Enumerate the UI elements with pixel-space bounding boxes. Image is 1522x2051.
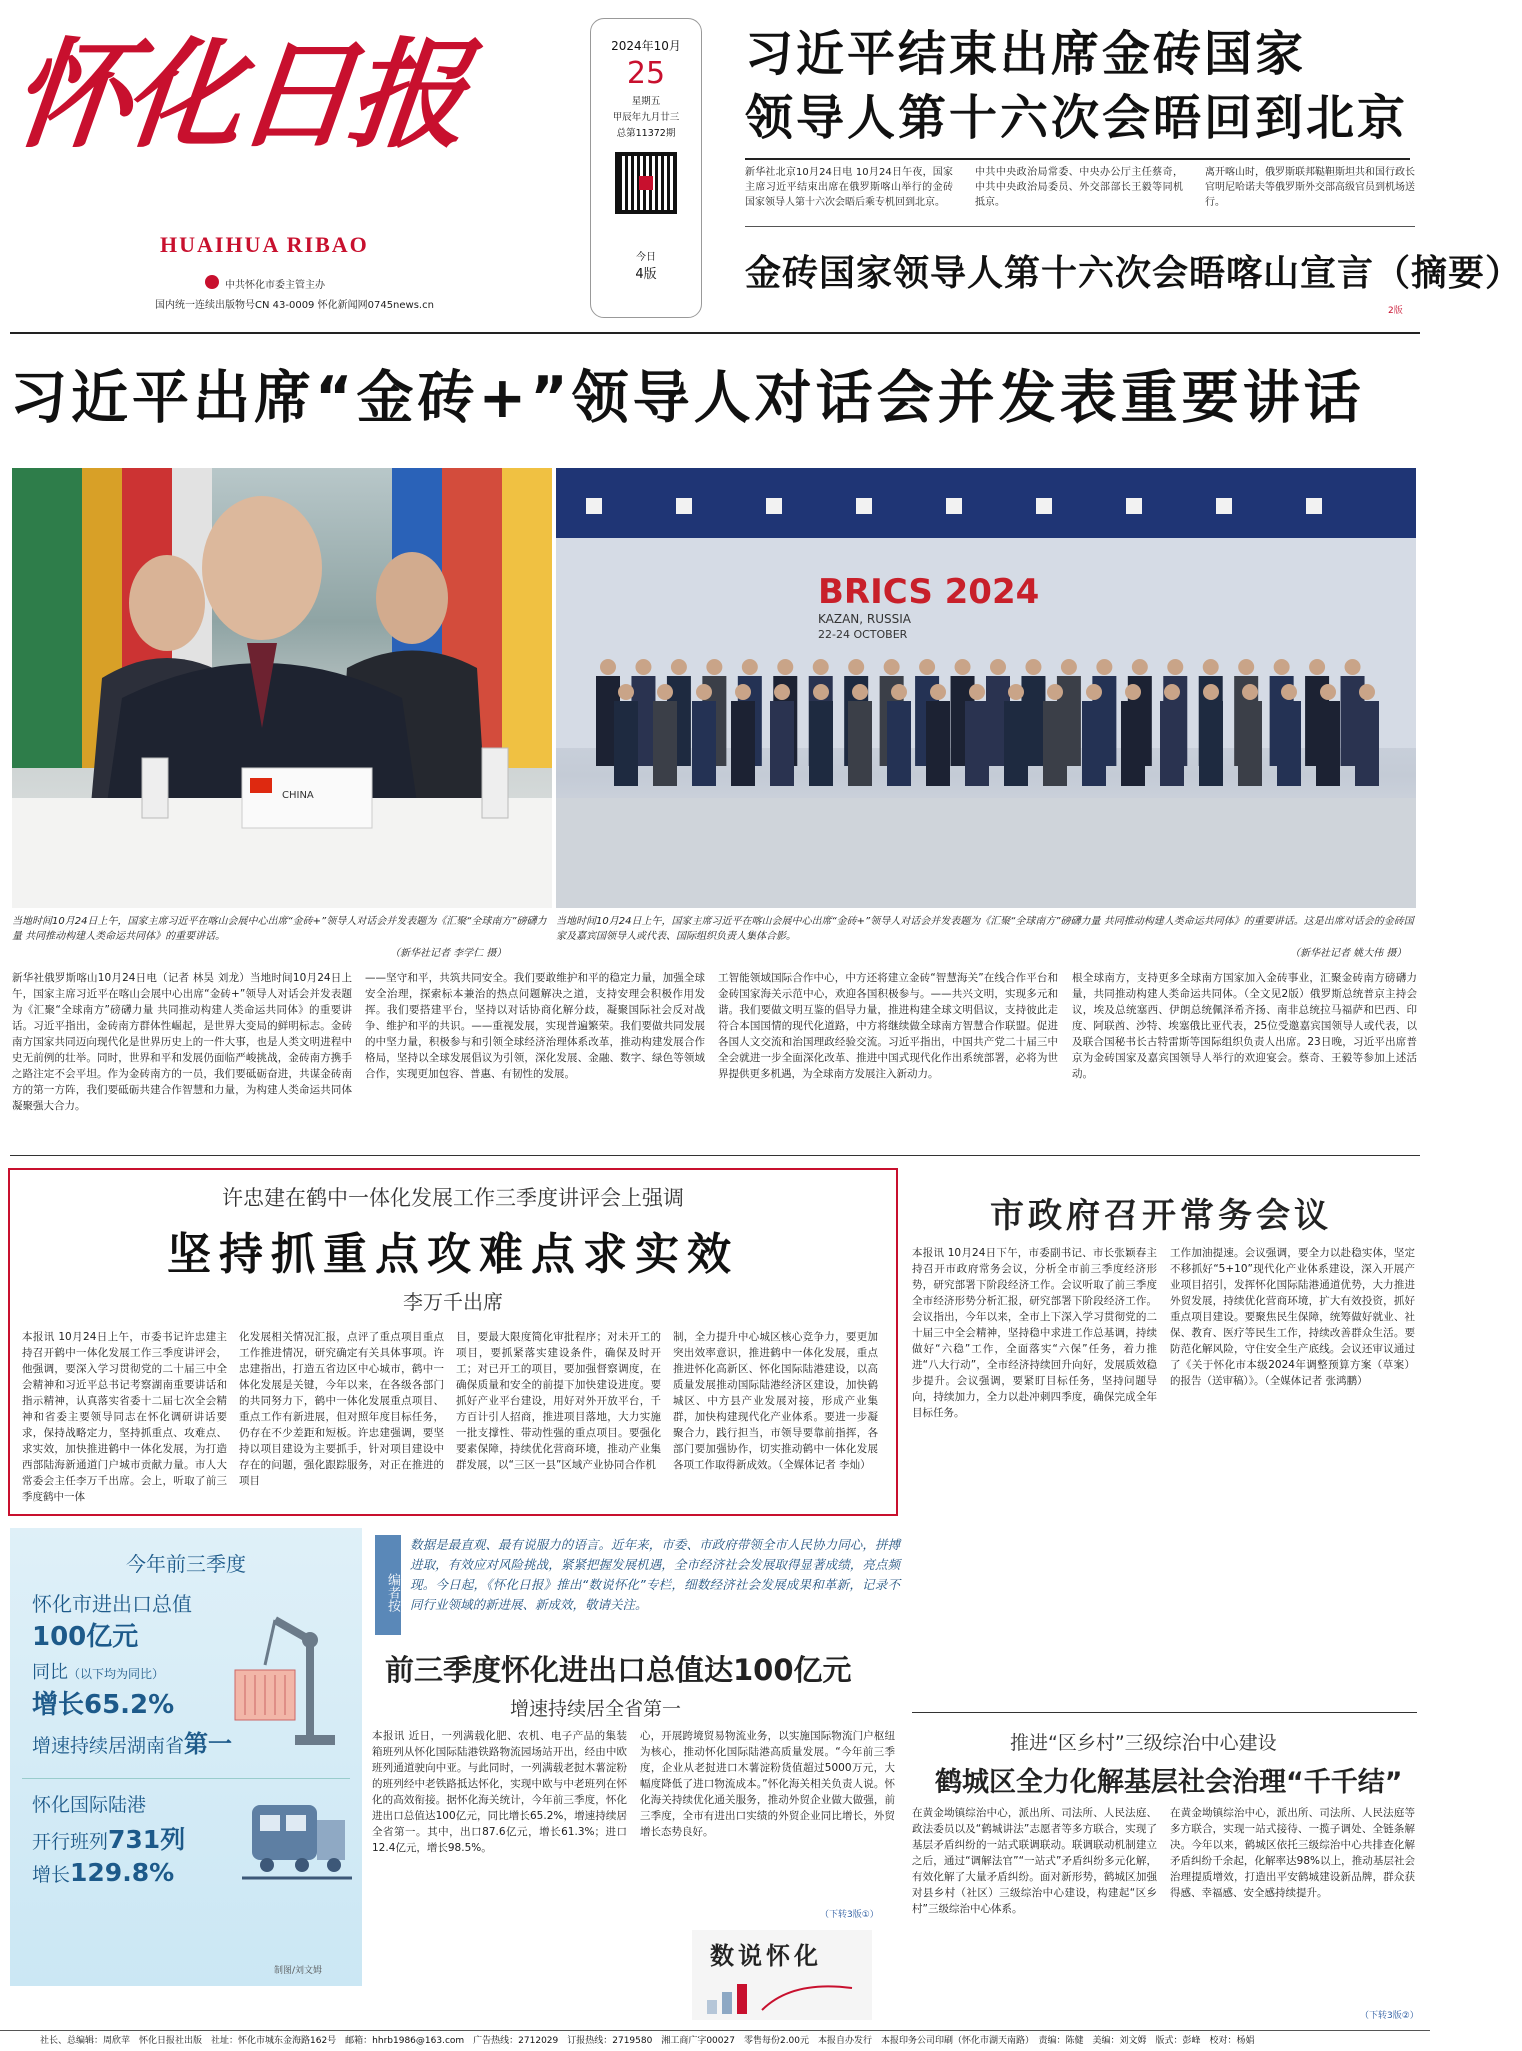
gov-meeting-col1: 本报讯 10月24日下午，市委副书记、市长张颖春主持召开市政府常务会议，分析全市前三季度经济形势，研究部署下阶段经济工作。会议听取了前三季度全市经济形势分析汇报，研究部署下阶段经济工作。会议指出，今年以来，全市上下深入学习贯彻党的二十届三中全会精神，坚持稳中求进工作总基调，持续做好“六稳”工作，全面落实“六保”任务，着力推进“八大行动”，全市经济持续回升向好，发展质效稳步提升。会议强调，要紧盯目标任务，坚持问题导向，持续加力，全力以赴冲刺四季度，确保完成全年目标任务。 [912,1247,1157,1419]
gov-meeting-col2: 工作加油提速。会议强调，要全力以赴稳实体，坚定不移抓好“5+10”现代化产业体系建设，深入开展产业项目招引，发挥怀化国际陆港通道优势，大力推进外贸发展，持续优化营商环境，扩大有效投资，抓好重点项目建设。要聚焦民生保障，统筹做好就业、社保、教育、医疗等民生工作，持续改善群众生活。要防范化解风险，守住安全生产底线。会议还审议通过了《关于怀化市本级2024年调整预算方案（草案）的报告（送审稿）》。（全媒体记者 张鸿鹏） [1170,1247,1415,1387]
brics-banner-sub: KAZAN, RUSSIA [818,612,912,626]
photo1-illustration [12,468,552,908]
stats-line5: 开行班列 [32,1831,109,1853]
featured-col3: 目，要最大限度简化审批程序；对未开工的项目，要抓紧落实建设条件，确保及时开工；对已开工的项目，要加强督察调度，在确保质量和安全的前提下加快建设进度。要抓好产业平台建设，用好对外开放平台，千方百计引人招商，推进项目落地，大力实施一批支撑性、带动性强的重点项目。要强化要素保障，持续优化营商环境，推动产业集群发展，以“三区一县”区域产业协同合作机 [456,1331,661,1471]
divider [745,226,1415,227]
trade-col2: 心，开展跨境贸易物流业务，以实施国际物流门户枢纽为核心，推动怀化国际陆港高质量发展。“今年前三季度，企业从老挝进口木薯淀粉货值超过5000万元，大幅度降低了进口物流成本。”怀化海关相关负责人说。怀化海关持续优化通关服务，推动外贸企业做大做强，前三季度，全市有进出口实绩的外贸企业同比增长，外贸增长态势良好。 [640,1730,895,1838]
social-kicker: 推进“区乡村”三级综治中心建设 [1010,1732,1277,1754]
gov-meeting-headline: 市政府召开常务会议 [990,1196,1332,1236]
social-col2: 在黄金坳镇综治中心，派出所、司法所、人民法庭等多方联合，实现一站式接待、一揽子调处、全链条解决。今年以来，鹤城区依托三级综治中心共排查化解矛盾纠纷千余起，化解率达98%以上，推动基层社会治理提质增效，打造出平安鹤城建设新品牌，群众获得感、幸福感、安全感持续提升。 [1170,1807,1415,1899]
stats-infographic [10,1528,362,1986]
photo1-credit: （新华社记者 李学仁 摄） [390,948,507,959]
date-day: 25 [626,56,666,91]
trade-headline: 前三季度怀化进出口总值达100亿元 [385,1653,852,1687]
featured-headline: 坚持抓重点攻难点求实效 [167,1229,739,1280]
stats-title: 今年前三季度 [126,1552,246,1576]
qr-code-icon[interactable] [615,152,677,214]
masthead-pinyin: HUAIHUA RIBAO [160,232,369,257]
stats-line4: 怀化国际陆港 [32,1794,147,1816]
photo2-credit: （新华社记者 姚大伟 摄） [1290,948,1407,959]
brics-banner: BRICS 2024 [818,572,1040,612]
date-weekday: 星期五 [631,96,661,107]
photo1-caption [12,914,552,944]
photo-leader-speaking [12,468,552,908]
stats-value2: 增长65.2% [32,1690,175,1720]
top-headline-line2: 领导人第十六次会晤回到北京 [745,90,1409,146]
featured-col2: 化发展相关情况汇报，点评了重点项目重点工作推进情况，研究确定有关具体事项。许忠建指出，打造五省边区中心城市，鹤中一体化发展是关键，今年以来，在各级各部门的共同努力下，鹤中一体化发展重点项目、重点工作有新进展，但对照年度目标任务，仍存在不少差距和短板。许忠建强调，要坚持以项目建设为主要抓手，针对项目建设中存在的问题，强化跟踪服务，对正在推进的项目 [239,1331,444,1487]
data-column-title: 数说怀化 [710,1941,822,1970]
social-continue[interactable]: （下转3版②） [1360,2011,1419,2021]
brics-banner-dates: 22-24 OCTOBER [818,628,908,641]
main-story-col2: ——坚守和平，共筑共同安全。我们要敢维护和平的稳定力量，加强全球安全治理，探索标本兼治的热点问题解决之道，支持安理会积极作用发挥。我们要搭建平台，坚持以对话协商化解分歧，凝聚国际社会反对战争、维护和平的共识。——重视发展，实现普遍繁荣。我们要做共同发展的中坚力量，积极参与和引领全球经济治理体系改革，推动构建发展合作格局，坚持以全球发展倡议为引领，深化发展、金融、数字、绿色等领域合作，实现更加包容、普惠、有韧性的发展。 [365,972,705,1080]
date-year-month: 2024年10月 [611,39,681,53]
train-icon [242,1790,352,1900]
photo2-illustration [556,468,1416,908]
divider [10,332,1420,334]
top-story-col3: 离开喀山时，俄罗斯联邦鞑靼斯坦共和国行政长官明尼哈诺夫等俄罗斯外交部高级官员到机场送行。 [1205,167,1415,208]
editor-note-tag: 编者按 [375,1535,401,1635]
main-story-col1: 新华社俄罗斯喀山10月24日电（记者 林昊 刘龙）当地时间10月24日上午，国家主席习近平在喀山会展中心出席“金砖+”领导人对话会并发表题为《汇聚“全球南方”磅礴力量 共同推动构建人类命运共同体》的重要讲话。习近平指出，金砖南方群体性崛起，是世界大变局的鲜明标志。金砖南方国家共同迈向现代化是世界历史上的一件大事，也是人类文明进程中史无前例的壮举。同时，世界和平和发展仍面临严峻挑战，金砖南方携手之路注定不会平坦。作为金砖南方的一员，我们要砥砺奋进，共谋金砖南方的第一方阵，我们要砥砺共建合作智慧和力量，为构建人类命运共同体凝聚强大合力。 [12,972,352,1112]
stats-line2: 同比 [32,1662,68,1683]
crane-container-icon [215,1600,355,1750]
trade-continue[interactable]: （下转3版①） [820,1910,879,1920]
name-placard: CHINA [282,790,314,801]
photo2-caption [556,914,1416,944]
editor-note-text: 数据是最直观、最有说服力的语言。近年来，市委、市政府带领全市人民协力同心，拼搏进取，有效应对风险挑战，紧紧把握发展机遇，全市经济社会发展取得显著成绩，亮点频现。今日起，《怀化日报》推出“数说怀化”专栏，细数经济社会发展成果和革新，记录不同行业领域的新进展、新成效，敬请关注。 [410,1537,900,1612]
featured-story-box [8,1168,898,1516]
featured-col1: 本报讯 10月24日上午，市委书记许忠建主持召开鹤中一体化发展工作三季度讲评会，他强调，要深入学习贯彻党的二十届三中全会精神和习近平总书记考察湖南重要讲话和指示精神，认真落实省委十二届七次全会精神和省委主要领导同志在怀化调研讲话要求，保持战略定力，坚持抓重点、攻难点、求实效，加快推进鹤中一体化发展，为打造西部陆海新通道门户城市贡献力量。市人大常委会主任李万千出席。会上，听取了前三季度鹤中一体 [22,1331,227,1503]
party-emblem-icon [205,275,219,289]
trade-sub: 增速持续居全省第一 [510,1698,682,1720]
sponsor-line: 中共怀化市委主管主办 [225,280,325,291]
divider [10,1155,1420,1156]
top-story-col1: 新华社北京10月24日电 10月24日午夜，国家主席习近平结束出席在俄罗斯喀山举行的金砖国家领导人第十六次会晤后乘专机回到北京。 [745,167,953,208]
stats-value6: 129.8% [70,1858,175,1887]
issue-number: 总第11372期 [616,128,676,139]
footer-imprint: 社长、总编辑：周欣苹 怀化日报社出版 社址：怀化市城东金海路162号 邮箱：hhrb1986@163.com 广告热线：2712029 订报热线：2719580 湘工商广字00027 零售每份2.00元 本报自办发行 本报印务公司印刷（怀化市湖天南路） 责编：陈健 美编：刘文姆 版式：彭峰 校对：杨娟 [0,2030,1430,2051]
date-lunar: 甲辰年九月廿三 [612,112,680,123]
stats-line1: 怀化市进出口总值 [32,1592,192,1616]
divider [745,158,1410,160]
top-headline-line1: 习近平结束出席金砖国家 [745,26,1307,82]
divider [912,1712,1417,1713]
featured-col4: 制，全力提升中心城区核心竞争力，要更加突出效率意识，推进鹤中一体化发展，重点推进怀化高新区、怀化国际陆港建设，以高质量发展推动国际陆港经济区建设，加快鹤城区、中方县产业发展对接，形成产业集群，加快构建现代化产业体系。要进一步凝聚合力，践行担当，市领导要靠前指挥，各部门要加强协作，切实推动鹤中一体化发展各项工作取得新成效。（全媒体记者 李灿） [673,1331,878,1471]
main-headline: 习近平出席“金砖+”领导人对话会并发表重要讲话 [10,365,1365,431]
top-story-col2: 中共中央政治局常委、中央办公厅主任蔡奇，中共中央政治局委员、外交部部长王毅等同机抵京。 [975,167,1183,208]
trade-col1: 本报讯 近日，一列满载化肥、农机、电子产品的集装箱班列从怀化国际陆港铁路物流园场站开出，经由中欧班列通道驶向中亚。与此同时，一列满载老挝木薯淀粉的班列经中老铁路抵达怀化，实现中欧与中老班列在怀化的高效衔接。据怀化海关统计，今年前三季度，怀化进出口总值达100亿元，同比增长65.2%，增速持续居全省第一。其中，出口87.6亿元，增长61.3%；进口12.4亿元，增长98.5%。 [372,1730,627,1854]
social-col1: 在黄金坳镇综治中心，派出所、司法所、人民法庭、政法委员以及“鹤城讲法”志愿者等多方联合，实现了基层矛盾纠纷的一站式联调联动。联调联动机制建立之后，通过“调解法官”“一站式”矛盾纠纷多元化解，有效化解了大量矛盾纠纷。面对新形势，鹤城区加强对县乡村（社区）三级综治中心建设，构建起“区乡村”三级综治中心体系。 [912,1807,1157,1915]
social-headline: 鹤城区全力化解基层社会治理“千千结” [935,1767,1403,1798]
stats-line2-note: （以下均为同比） [68,1667,165,1681]
featured-kicker: 许忠建在鹤中一体化发展工作三季度讲评会上强调 [222,1186,684,1210]
photo2-caption-text: 当地时间10月24日上午，国家主席习近平在喀山会展中心出席“金砖+”领导人对话会并发表题为《汇聚“全球南方”磅礴力量 共同推动构建人类命运共同体》的重要讲话。这是出席对话会的金砖国家及嘉宾国领导人或代表、国际组织负责人集体合影。 [556,916,1414,942]
main-story-col4: 根全球南方，支持更多全球南方国家加入金砖事业，汇聚金砖南方磅礴力量，共同推动构建人类命运共同体。（全文见2版）俄罗斯总统普京主持会议，埃及总统塞西、伊朗总统佩泽希齐扬、南非总统拉马福萨和巴西、印度、阿联酋、沙特、埃塞俄比亚代表，25位受邀嘉宾国领导人或代表，以及联合国秘书长古特雷斯等国际组织负责人出席。23日晚，习近平出席普京为金砖国家及嘉宾国领导人举行的欢迎宴会。蔡奇、王毅等参加上述活动。 [1072,972,1417,1080]
main-story-col3: 工智能领域国际合作中心，中方还将建立金砖“智慧海关”在线合作平台和金砖国家海关示范中心，欢迎各国积极参与。——共兴文明，实现多元和谐。我们要做文明互鉴的倡导力量，推进构建全球文明倡议，支持彼此走符合本国国情的现代化道路，中方将继续做全球南方智慧合作联盟。促进各国人文交流和治国理政经验交流。习近平指出，中国共产党二十届三中全会就进一步全面深化改革、推进中国式现代化作出系统部署，必将为世界提供更多机遇，为全球南方发展注入新动力。 [718,972,1058,1080]
bar-chart-icon [702,1980,862,2016]
page-count: 4版 [635,267,657,282]
data-column-logo [692,1930,872,2020]
featured-sub: 李万千出席 [403,1290,503,1314]
photo1-caption-text: 当地时间10月24日上午，国家主席习近平在喀山会展中心出席“金砖+”领导人对话会并发表题为《汇聚“全球南方”磅礴力量 共同推动构建人类命运共同体》的重要讲话。 [12,916,547,942]
today-label: 今日 [636,252,656,263]
registration-line: 国内统一连续出版物号CN 43-0009 怀化新闻网0745news.cn [155,300,434,311]
page-ref[interactable]: 2版 [1388,306,1403,316]
stats-value1: 100亿元 [32,1622,139,1652]
sub-headline[interactable]: 金砖国家领导人第十六次会晤喀山宣言（摘要） [745,253,1522,294]
stats-value3: 第一 [184,1730,233,1758]
stats-line6: 增长 [32,1864,71,1886]
stats-line3: 增速持续居湖南省 [32,1735,185,1757]
stats-value5: 731列 [108,1825,186,1854]
photo-group-picture [556,468,1416,908]
date-box [590,18,702,318]
masthead-logo: 怀化日报 [5,25,469,164]
stats-credit: 制图/刘文姆 [273,1966,322,1976]
